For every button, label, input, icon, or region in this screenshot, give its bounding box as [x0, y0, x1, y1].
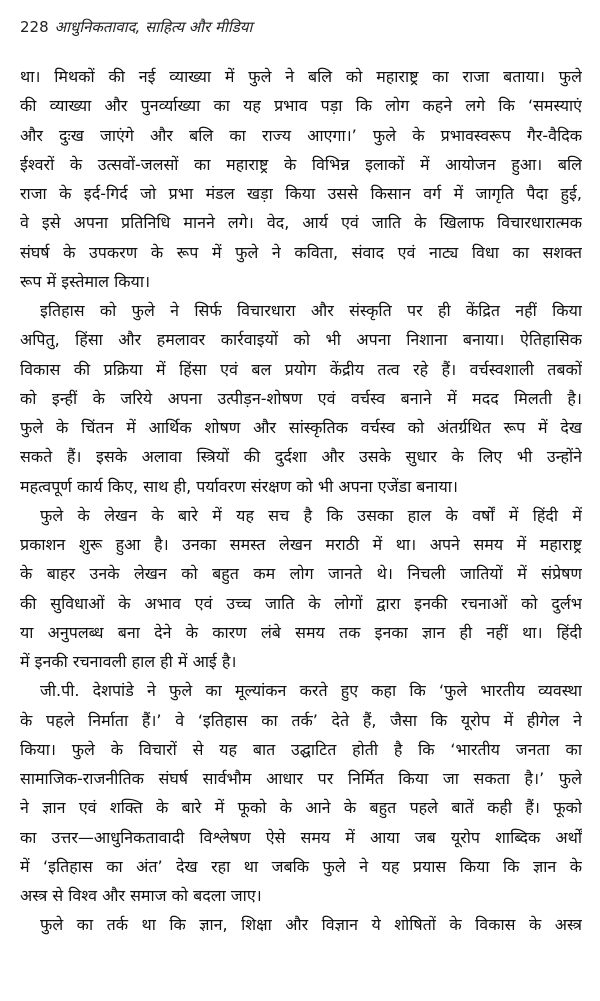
text-line: फुले के लेखन के बारे में यह सच है कि उसका हाल के वर्षों में हिंदी में — [40, 505, 582, 525]
paragraph — [20, 296, 582, 501]
text-line: ने ज्ञान एवं शक्ति के बारे में फूको के आने के बहुत पहले बातें कही हैं। फूको — [20, 798, 582, 818]
text-line: या अनुपलब्ध बना देने के कारण लंबे समय तक इनका ज्ञान ही नहीं था। हिंदी — [20, 622, 582, 642]
text-line: सकते हैं। इसके अलावा स्त्रियों की दुर्दशा और उसके सुधार के लिए भी उन्होंने — [20, 447, 582, 467]
text-line: वे इसे अपना प्रतिनिधि मानने लगे। वेद, आर्य एवं जाति के खिलाफ विचारधारात्मक — [20, 213, 582, 233]
paragraph — [20, 676, 582, 910]
text-line: की व्याख्या और पुनर्व्याख्या का यह प्रभाव पड़ा कि लोग कहने लगे कि ‘समस्याएं — [20, 96, 582, 116]
text-line: अस्त्र से विश्व और समाज को बदला जाए। — [20, 886, 262, 905]
text-line: की सुविधाओं के अभाव एवं उच्च जाति के लोगों द्वारा इनकी रचनाओं को दुर्लभ — [20, 593, 582, 613]
running-head — [20, 17, 252, 37]
text-line: में ‘इतिहास का अंत’ देख रहा था जबकि फुले ने यह प्रयास किया कि ज्ञान के — [20, 856, 582, 876]
text-line: के बाहर उनके लेखन को बहुत कम लोग जानते थे। निचली जातियों में संप्रेषण — [20, 564, 582, 584]
text-line: प्रकाशन शुरू हुआ है। उनका समस्त लेखन मराठी में था। अपने समय में महाराष्ट्र — [20, 535, 582, 554]
text-line: इतिहास को फुले ने सिर्फ विचारधारा और संस्कृति पर ही केंद्रित नहीं किया — [40, 301, 582, 320]
text-line: संघर्ष के उपकरण के रूप में फुले ने कविता, संवाद एवं नाट्य विधा का सशक्त — [20, 242, 582, 262]
running-title: आधुनिकतावाद, साहित्य और मीडिया — [54, 18, 253, 36]
text-line: में इनकी रचनावली हाल ही में आई है। — [20, 652, 237, 671]
text-line: जी.पी. देशपांडे ने फुले का मूल्यांकन करते हुए कहा कि ‘फुले भारतीय व्यवस्था — [40, 681, 582, 701]
text-line: विकास की प्रक्रिया में हिंसा एवं बल प्रयोग केंद्रीय तत्व रहे हैं। वर्चस्वशाली तबकों — [20, 359, 582, 379]
page-number: 228 — [20, 18, 49, 36]
text-line: सामाजिक-राजनीतिक संघर्ष सार्वभौम आधार पर निर्मित किया जा सकता है।’ फुले — [20, 769, 582, 788]
paragraph — [20, 501, 582, 677]
text-line: फुले के चिंतन में आर्थिक शोषण और सांस्कृतिक वर्चस्व को अंतर्ग्रथित रूप में देख — [20, 418, 582, 437]
paragraph — [20, 62, 582, 296]
text-line: फुले का तर्क था कि ज्ञान, शिक्षा और विज्ञान ये शोषितों के विकास के अस्त्र — [40, 915, 582, 935]
text-line: अपितु, हिंसा और हमलावर कार्रवाइयों को भी अपना निशाना बनाया। ऐतिहासिक — [20, 330, 582, 350]
text-line: के पहले निर्माता हैं।’ वे ‘इतिहास का तर्क’ देते हैं, जैसा कि यूरोप में हीगेल ने — [20, 710, 582, 730]
body-text — [20, 62, 582, 940]
paragraph — [20, 910, 582, 939]
text-line: रूप में इस्तेमाल किया। — [20, 271, 151, 291]
text-line: और दुःख जाएंगे और बलि का राज्य आएगा।’ फुले के प्रभावस्वरूप गैर-वैदिक — [20, 125, 582, 145]
text-line: किया। फुले के विचारों से यह बात उद्घाटित होती है कि ‘भारतीय जनता का — [20, 739, 582, 759]
text-line: का उत्तर—आधुनिकतावादी विश्लेषण ऐसे समय में आया जब यूरोप शाब्दिक अर्थों — [20, 827, 582, 847]
text-line: था। मिथकों की नई व्याख्या में फुले ने बलि को महाराष्ट्र का राजा बताया। फुले — [20, 67, 582, 86]
text-line: ईश्वरों के उत्सवों-जलसों का महाराष्ट्र के विभिन्न इलाकों में आयोजन हुआ। बलि — [20, 154, 582, 174]
text-line: महत्वपूर्ण कार्य किए, साथ ही, पर्यावरण संरक्षण को भी अपना एजेंडा बनाया। — [20, 476, 458, 496]
text-line: को इन्हीं के जरिये अपना उत्पीड़न-शोषण एवं वर्चस्व बनाने में मदद मिलती है। — [20, 388, 582, 408]
text-line: राजा के इर्द-गिर्द जो प्रभा मंडल खड़ा किया उससे किसान वर्ग में जागृति पैदा हुई, — [20, 184, 582, 203]
